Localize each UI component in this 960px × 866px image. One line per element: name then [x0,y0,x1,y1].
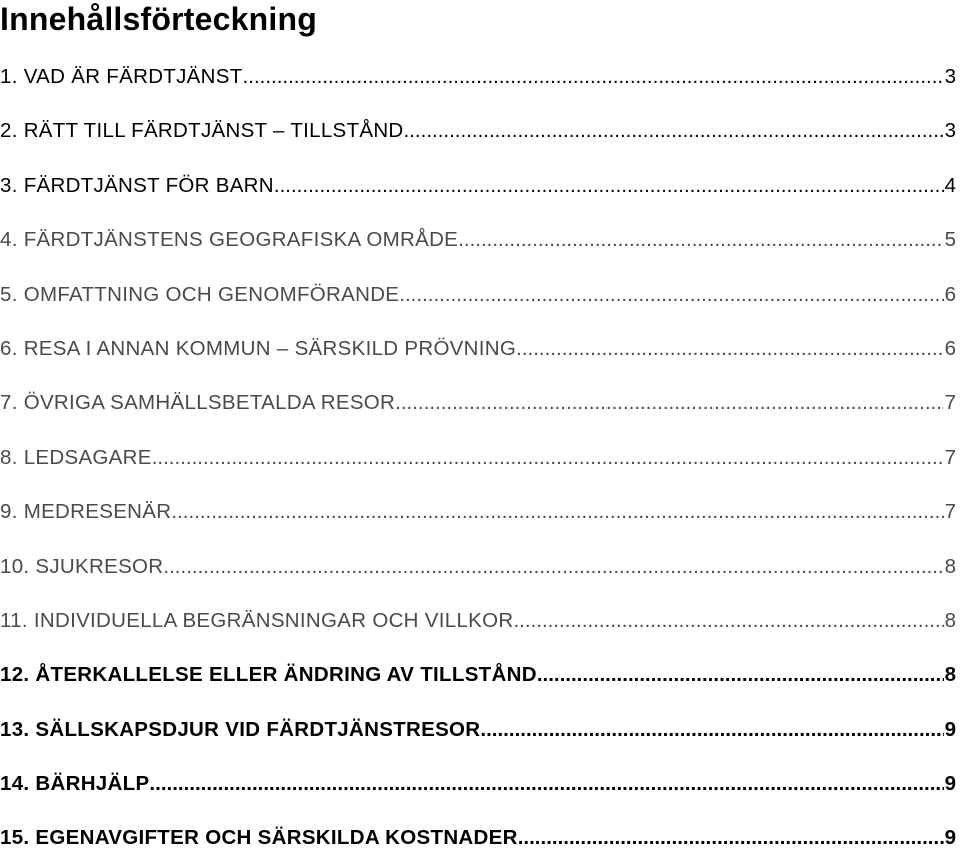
toc-entry-title: 14. BÄRHJÄLP [0,772,150,796]
toc-page-number: 4 [944,173,956,197]
toc-entry-1[interactable] [0,50,956,104]
toc-entry-2[interactable] [0,104,956,158]
toc-dot-leader [537,648,944,702]
toc-dot-leader [516,322,943,376]
toc-list [0,50,956,866]
toc-entry-title: 9. MEDRESENÄR [0,500,172,524]
toc-entry-5[interactable] [0,268,956,322]
toc-dot-leader [404,104,944,158]
toc-entry-title: 8. LEDSAGARE [0,445,152,469]
toc-entry-3[interactable] [0,159,956,213]
toc-dot-leader [274,159,944,213]
toc-entry-8[interactable] [0,431,956,485]
toc-dot-leader [518,811,944,865]
toc-page-number: 7 [944,500,956,524]
toc-entry-title: 1. VAD ÄR FÄRDTJÄNST [0,65,243,88]
toc-page-number: 6 [944,336,956,360]
toc-entry-14[interactable] [0,757,956,811]
toc-entry-11[interactable] [0,594,956,648]
toc-entry-title: 4. FÄRDTJÄNSTENS GEOGRAFISKA OMRÅDE [0,228,459,252]
toc-entry-13[interactable] [0,703,956,757]
toc-page-number: 9 [944,772,956,796]
toc-page-number: 8 [944,608,956,632]
toc-dot-leader [152,431,944,485]
toc-heading: Innehållsförteckning [0,1,317,37]
toc-entry-title: 7. ÖVRIGA SAMHÄLLSBETALDA RESOR [0,391,396,415]
toc-entry-title: 11. INDIVIDUELLA BEGRÄNSNINGAR OCH VILLKOR [0,608,514,632]
toc-entry-9[interactable] [0,485,956,539]
toc-entry-15[interactable] [0,811,956,865]
toc-page-number: 3 [944,65,956,88]
toc-page-number: 3 [944,119,956,143]
toc-dot-leader [171,485,943,539]
toc-entry-4[interactable] [0,213,956,267]
toc-page-number: 7 [944,445,956,469]
toc-page-number: 9 [944,717,956,741]
toc-entry-title: 15. EGENAVGIFTER OCH SÄRSKILDA KOSTNADER [0,826,518,850]
toc-entry-title: 10. SJUKRESOR [0,554,164,578]
toc-entry-title: 2. RÄTT TILL FÄRDTJÄNST – TILLSTÅND [0,119,404,143]
toc-entry-12[interactable] [0,648,956,702]
toc-page-number: 9 [944,826,956,850]
toc-entry-6[interactable] [0,322,956,376]
toc-entry-title: 6. RESA I ANNAN KOMMUN – SÄRSKILD PRÖVNING [0,336,517,360]
toc-entry-title: 5. OMFATTNING OCH GENOMFÖRANDE [0,282,400,306]
toc-dot-leader [243,50,944,104]
toc-dot-leader [513,594,943,648]
toc-dot-leader [149,757,943,811]
toc-dot-leader [480,703,943,757]
toc-page-number: 6 [944,282,956,306]
toc-page-number: 8 [944,554,956,578]
toc-entry-title: 12. ÅTERKALLELSE ELLER ÄNDRING AV TILLSTÅND [0,663,537,687]
toc-entry-title: 13. SÄLLSKAPSDJUR VID FÄRDTJÄNSTRESOR [0,717,481,741]
toc-entry-title: 3. FÄRDTJÄNST FÖR BARN [0,173,274,197]
toc-page-number: 7 [944,391,956,415]
toc-dot-leader [399,268,943,322]
toc-page-number: 5 [944,228,956,252]
toc-dot-leader [458,213,943,267]
toc-entry-7[interactable] [0,376,956,430]
toc-dot-leader [395,376,943,430]
toc-page-number: 8 [944,663,956,687]
toc-entry-10[interactable] [0,540,956,594]
toc-dot-leader [163,540,943,594]
